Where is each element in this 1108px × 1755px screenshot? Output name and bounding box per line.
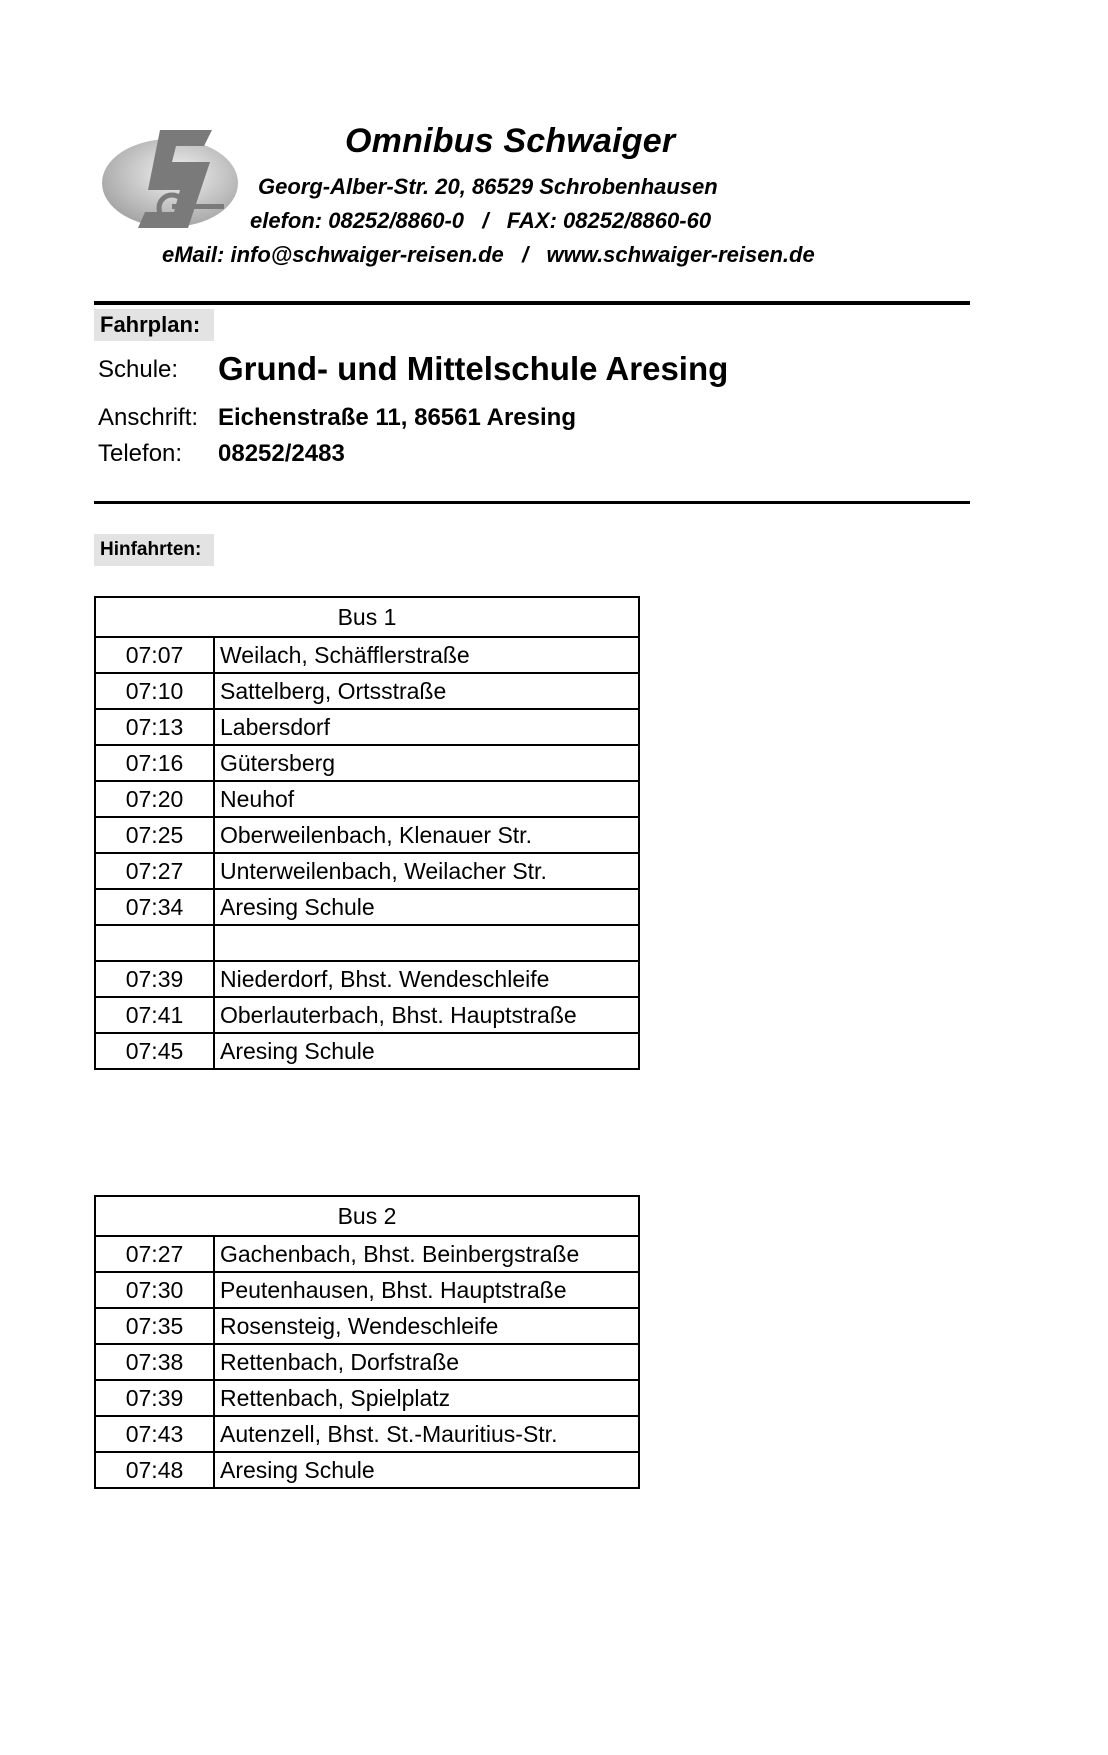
table-row [95, 997, 639, 1033]
table-row [95, 1416, 639, 1452]
stop-name: Oberlauterbach, Bhst. Hauptstraße [214, 997, 639, 1033]
stop-name: Unterweilenbach, Weilacher Str. [214, 853, 639, 889]
departure-time: 07:13 [95, 709, 214, 745]
stop-name: Weilach, Schäfflerstraße [214, 637, 639, 673]
schule-value: Grund- und Mittelschule Aresing [218, 350, 729, 387]
stop-name: Rosensteig, Wendeschleife [214, 1308, 639, 1344]
table-row [95, 1452, 639, 1488]
departure-time: 07:30 [95, 1272, 214, 1308]
departure-time [95, 925, 214, 961]
table-row [95, 709, 639, 745]
departure-time: 07:27 [95, 1236, 214, 1272]
departure-time: 07:43 [95, 1416, 214, 1452]
stop-name: Gachenbach, Bhst. Beinbergstraße [214, 1236, 639, 1272]
departure-time: 07:48 [95, 1452, 214, 1488]
departure-time: 07:45 [95, 1033, 214, 1069]
hinfahrten-label: Hinfahrten: [94, 534, 214, 566]
departure-time: 07:34 [95, 889, 214, 925]
anschrift-value: Eichenstraße 11, 86561 Aresing [218, 404, 576, 431]
table-row [95, 817, 639, 853]
departure-time: 07:35 [95, 1308, 214, 1344]
stop-name: Rettenbach, Spielplatz [214, 1380, 639, 1416]
table-row [95, 637, 639, 673]
table-row [95, 673, 639, 709]
stop-name: Sattelberg, Ortsstraße [214, 673, 639, 709]
table-row [95, 961, 639, 997]
bus-2-timetable [94, 1195, 640, 1489]
company-name: Omnibus Schwaiger [345, 122, 676, 160]
table-row [95, 1344, 639, 1380]
stop-name: Neuhof [214, 781, 639, 817]
table-row [95, 1033, 639, 1069]
departure-time: 07:39 [95, 961, 214, 997]
departure-time: 07:38 [95, 1344, 214, 1380]
bus-title: Bus 2 [95, 1196, 639, 1236]
stop-name: Aresing Schule [214, 889, 639, 925]
departure-time: 07:25 [95, 817, 214, 853]
departure-time: 07:16 [95, 745, 214, 781]
telefon-value: 08252/2483 [218, 440, 345, 467]
departure-time: 07:27 [95, 853, 214, 889]
schule-label: Schule: [98, 356, 179, 383]
departure-time: 07:10 [95, 673, 214, 709]
stop-name [214, 925, 639, 961]
company-phone-fax: elefon: 08252/8860-0 / FAX: 08252/8860-60 [250, 208, 712, 233]
stop-name: Gütersberg [214, 745, 639, 781]
table-row [95, 781, 639, 817]
stop-name: Aresing Schule [214, 1452, 639, 1488]
bus-title: Bus 1 [95, 597, 639, 637]
table-row [95, 853, 639, 889]
company-address: Georg-Alber-Str. 20, 86529 Schrobenhausen [258, 174, 718, 199]
table-row [95, 1272, 639, 1308]
stop-name: Aresing Schule [214, 1033, 639, 1069]
divider-middle [94, 501, 970, 504]
stop-name: Autenzell, Bhst. St.-Mauritius-Str. [214, 1416, 639, 1452]
company-email-web: eMail: info@schwaiger-reisen.de / www.schwaiger-reisen.de [162, 242, 815, 267]
stop-name: Rettenbach, Dorfstraße [214, 1344, 639, 1380]
departure-time: 07:41 [95, 997, 214, 1033]
anschrift-label: Anschrift: [98, 404, 199, 431]
table-row [95, 1308, 639, 1344]
table-row [95, 1380, 639, 1416]
bus-1-timetable [94, 596, 640, 1070]
schwaiger-logo-icon [100, 128, 250, 238]
divider-top [94, 301, 970, 305]
departure-time: 07:07 [95, 637, 214, 673]
departure-time: 07:20 [95, 781, 214, 817]
table-row [95, 925, 639, 961]
fahrplan-label: Fahrplan: [94, 309, 214, 341]
table-row [95, 745, 639, 781]
table-row [95, 889, 639, 925]
stop-name: Oberweilenbach, Klenauer Str. [214, 817, 639, 853]
stop-name: Peutenhausen, Bhst. Hauptstraße [214, 1272, 639, 1308]
telefon-label: Telefon: [98, 440, 183, 467]
table-row [95, 1236, 639, 1272]
stop-name: Niederdorf, Bhst. Wendeschleife [214, 961, 639, 997]
stop-name: Labersdorf [214, 709, 639, 745]
letterhead [0, 0, 1108, 290]
departure-time: 07:39 [95, 1380, 214, 1416]
